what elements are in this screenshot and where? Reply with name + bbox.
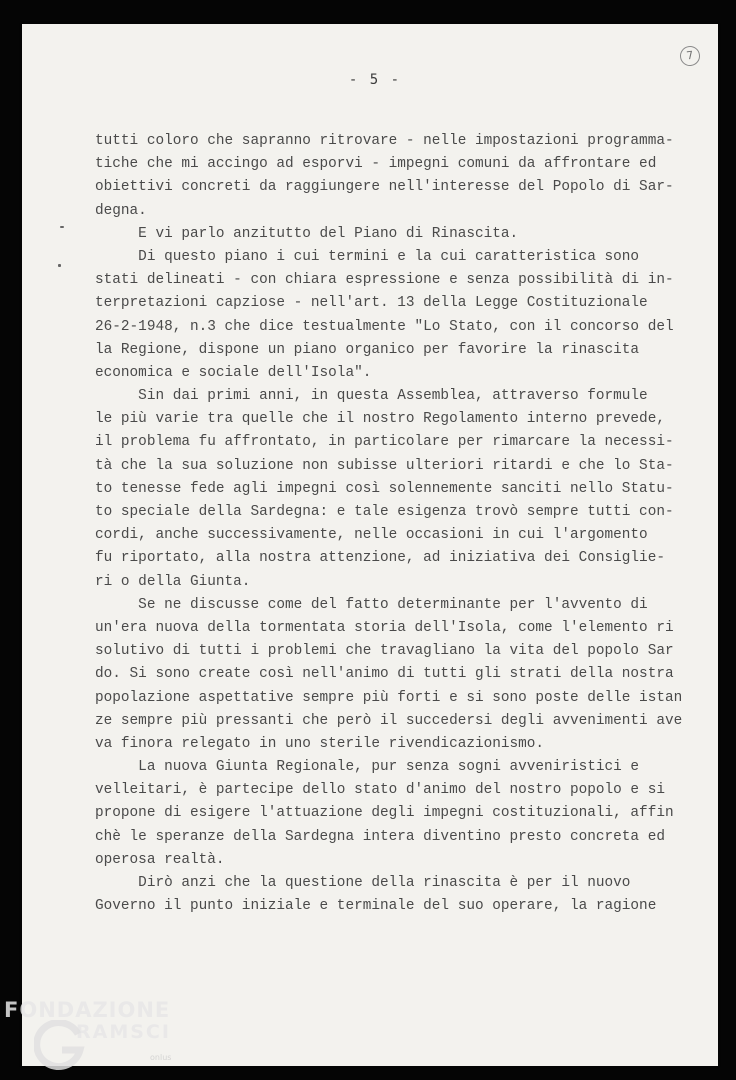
- text-line: Sin dai primi anni, in questa Assemblea, attraverso formule: [95, 388, 648, 405]
- text-line: chè le speranze della Sardegna intera diventino presto concreta ed: [95, 828, 665, 845]
- fondazione-gramsci-watermark: [4, 998, 172, 1062]
- text-line: ri o della Giunta.: [95, 573, 251, 590]
- text-line: cordi, anche successivamente, nelle occasioni in cui l'argomento: [95, 527, 648, 544]
- text-line: ze sempre più pressanti che però il succedersi degli avvenimenti ave: [95, 712, 683, 729]
- g-logo-icon: [34, 1020, 86, 1072]
- text-line: La nuova Giunta Regionale, pur senza sogni avveniristici e: [95, 759, 640, 776]
- text-line: Di questo piano i cui termini e la cui caratteristica sono: [95, 248, 640, 265]
- document-page: [22, 24, 718, 1066]
- typewritten-body: [95, 130, 683, 918]
- margin-mark: [58, 264, 61, 267]
- archive-page-mark: 7: [679, 45, 702, 68]
- text-line: Se ne discusse come del fatto determinante per l'avvento di: [95, 596, 648, 613]
- text-line: la Regione, dispone un piano organico per favorire la rinascita: [95, 341, 640, 358]
- text-line: Governo il punto iniziale e terminale del suo operare, la ragione: [95, 898, 657, 915]
- text-line: solutivo di tutti i problemi che travagliano la vita del popolo Sar: [95, 643, 674, 660]
- text-line: operosa realtà.: [95, 851, 225, 868]
- text-line: terpretazioni capziose - nell'art. 13 della Legge Costituzionale: [95, 295, 648, 312]
- text-line: obiettivi concreti da raggiungere nell'interesse del Popolo di Sar-: [95, 179, 674, 196]
- text-line: tà che la sua soluzione non subisse ulteriori ritardi e che lo Sta-: [95, 457, 674, 474]
- text-line: propone di esigere l'attuazione degli impegni costituzionali, affin: [95, 805, 674, 822]
- text-line: tiche che mi accingo ad esporvi - impegni comuni da affrontare ed: [95, 156, 657, 173]
- text-line: degna.: [95, 202, 147, 219]
- text-line: un'era nuova della tormentata storia dell'Isola, come l'elemento ri: [95, 619, 674, 636]
- text-line: economica e sociale dell'Isola".: [95, 364, 372, 381]
- text-line: do. Si sono create così nell'animo di tutti gli strati della nostra: [95, 666, 674, 683]
- text-line: E vi parlo anzitutto del Piano di Rinascita.: [95, 225, 519, 242]
- text-line: to tenesse fede agli impegni così solennemente sanciti nello Statu-: [95, 480, 674, 497]
- text-line: 26-2-1948, n.3 che dice testualmente "Lo Stato, con il concorso del: [95, 318, 674, 335]
- text-line: velleitari, è partecipe dello stato d'animo del nostro popolo e si: [95, 782, 665, 799]
- text-line: tutti coloro che sapranno ritrovare - nelle impostazioni programma-: [95, 133, 674, 149]
- text-line: popolazione aspettative sempre più forti e si sono poste delle istan: [95, 689, 683, 706]
- text-line: le più varie tra quelle che il nostro Regolamento interno prevede,: [95, 411, 665, 428]
- watermark-suffix: onlus: [150, 1053, 172, 1062]
- page-number: - 5 -: [348, 72, 402, 88]
- text-line: fu riportato, alla nostra attenzione, ad iniziativa dei Consiglie-: [95, 550, 665, 567]
- text-line: il problema fu affrontato, in particolare per rimarcare la necessi-: [95, 434, 674, 451]
- text-line: stati delineati - con chiara espressione e senza possibilità di in-: [95, 272, 674, 289]
- watermark-line2: RAMSCI: [76, 1021, 171, 1043]
- text-line: to speciale della Sardegna: e tale esigenza trovò sempre tutti con-: [95, 504, 674, 520]
- text-line: va finora relegato in uno sterile rivendicazionismo.: [95, 735, 545, 752]
- text-line: Dirò anzi che la questione della rinascita è per il nuovo: [95, 875, 631, 891]
- margin-mark: [60, 226, 64, 228]
- watermark-line1: FONDAZIONE: [4, 998, 171, 1022]
